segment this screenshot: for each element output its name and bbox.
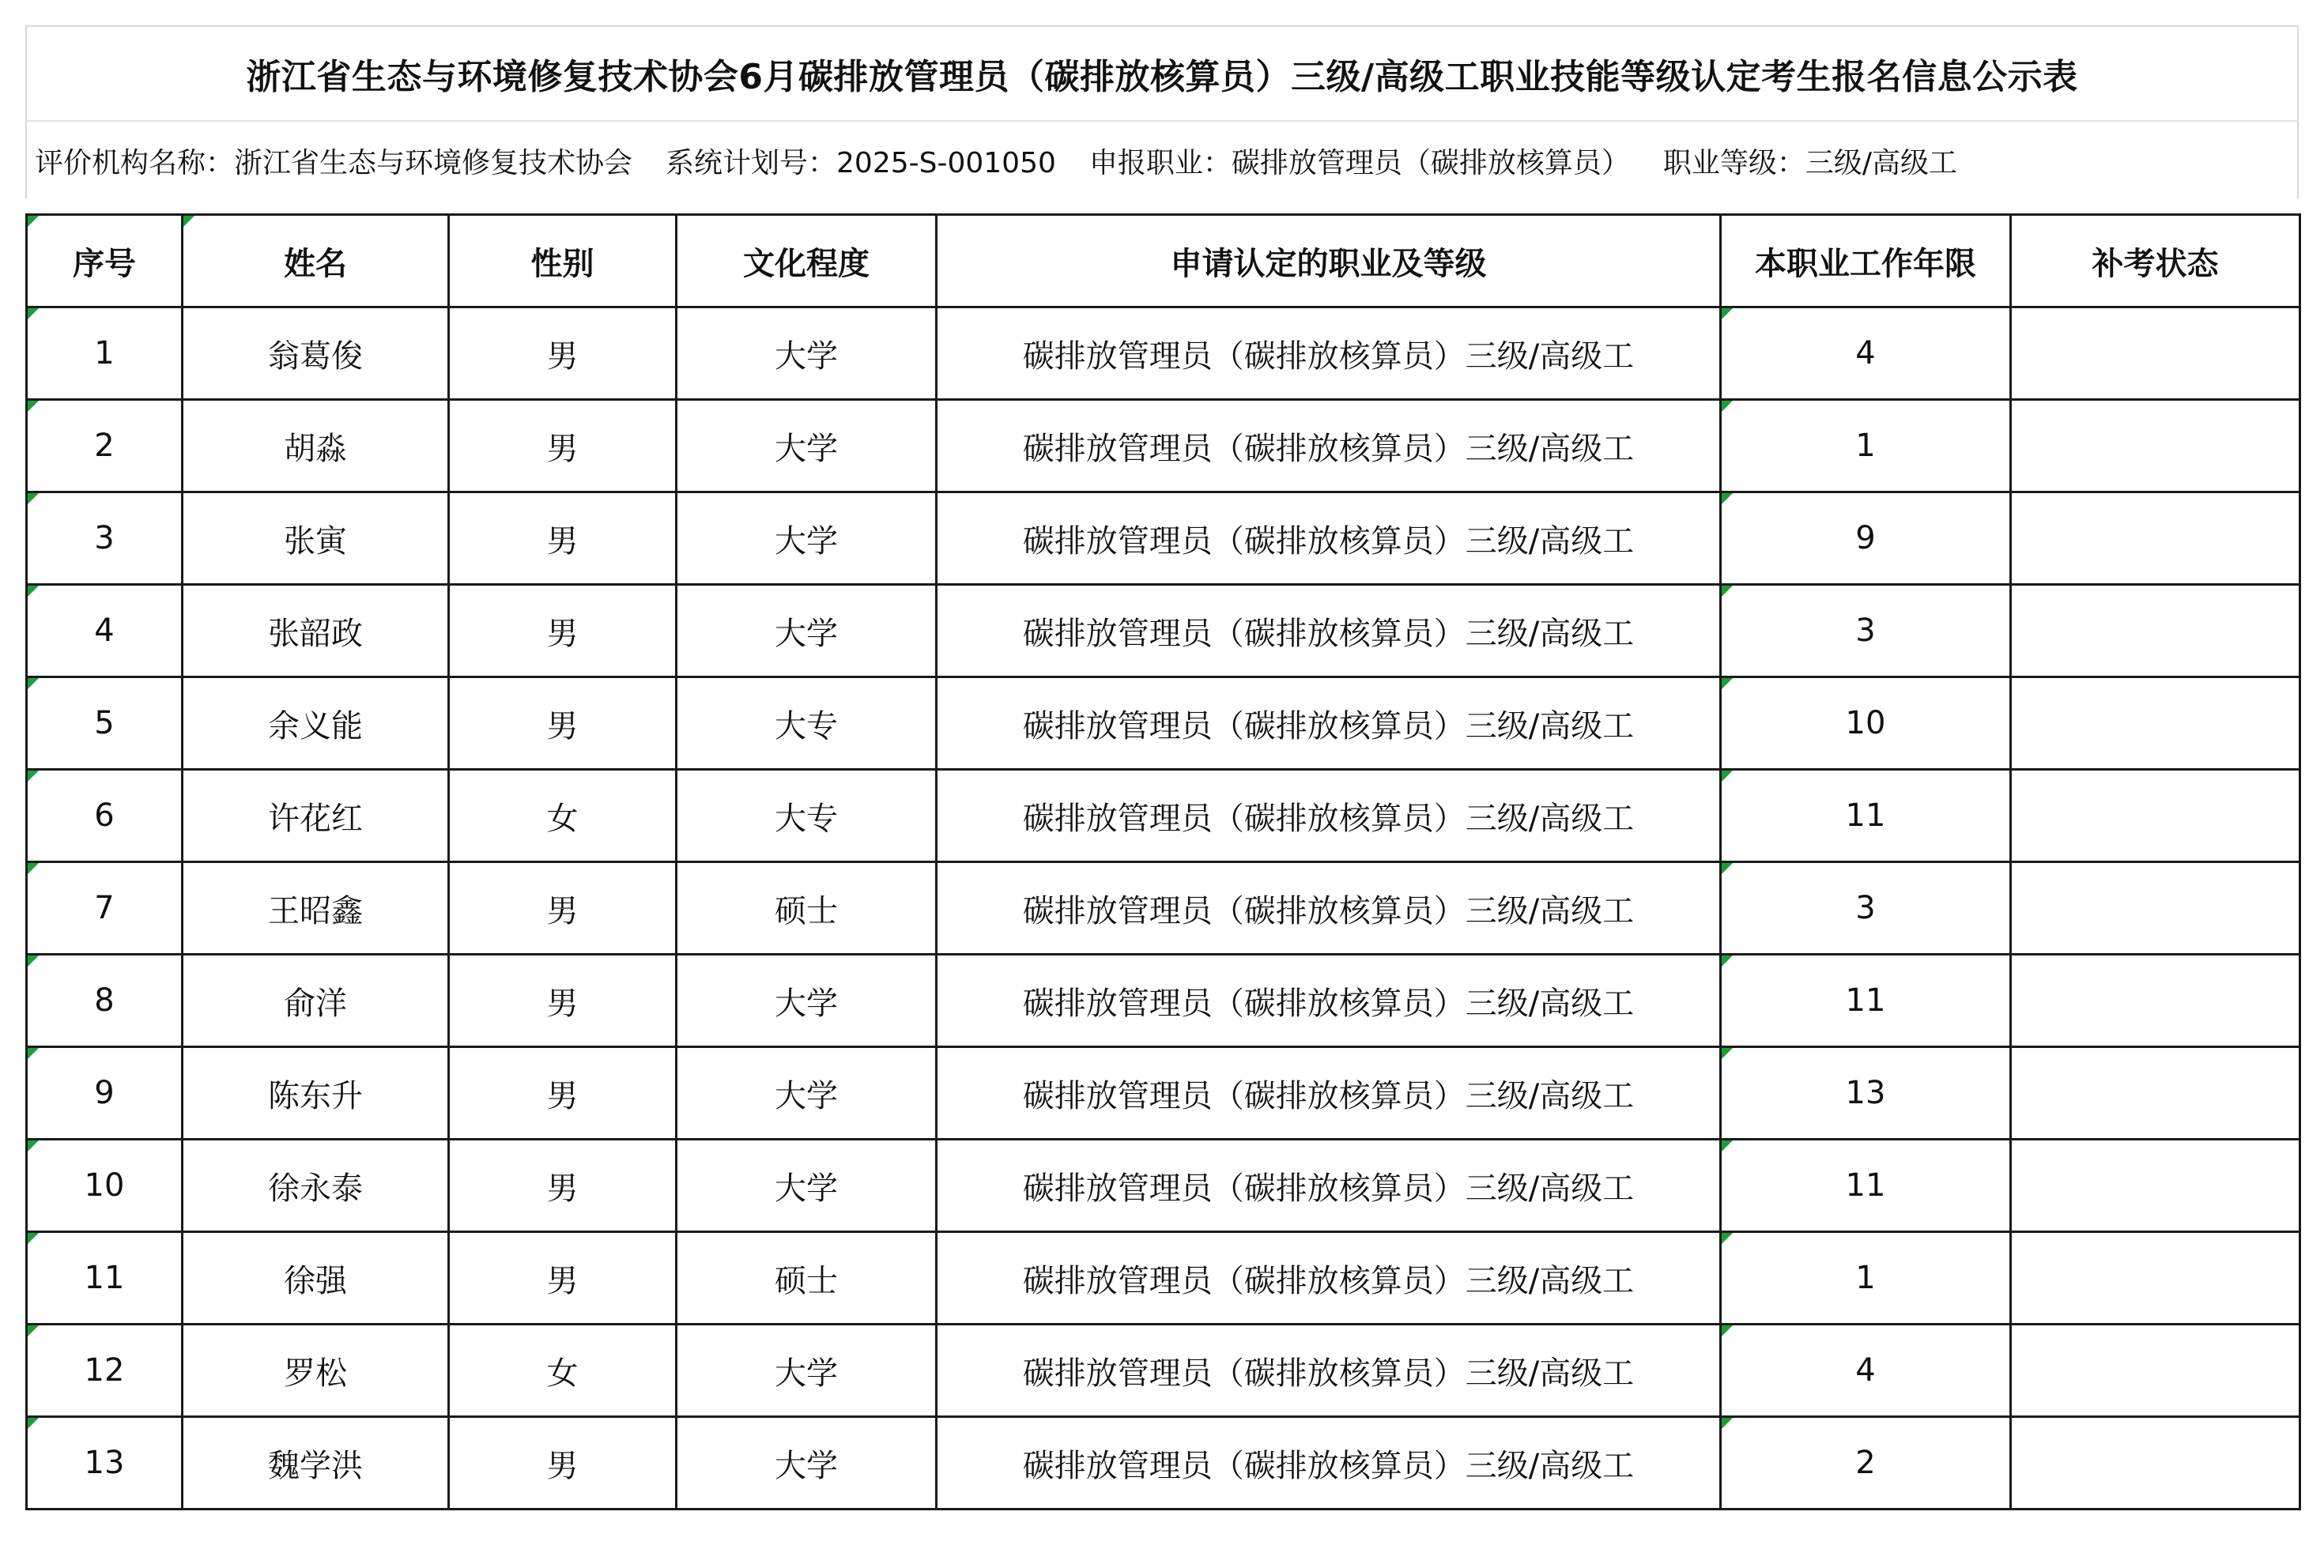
table-cell[interactable]: 大学 xyxy=(677,307,937,400)
table-cell[interactable]: 男 xyxy=(449,677,677,770)
table-cell[interactable]: 王昭鑫 xyxy=(183,862,449,955)
table-row xyxy=(27,677,2300,770)
table-cell[interactable]: 男 xyxy=(449,400,677,492)
table-cell[interactable] xyxy=(2011,1047,2300,1140)
table-cell[interactable]: 大学 xyxy=(677,1047,937,1140)
table-cell[interactable]: 张寅 xyxy=(183,492,449,585)
table-cell[interactable]: 翁葛俊 xyxy=(183,307,449,400)
table-cell[interactable]: 10 xyxy=(1721,677,2011,770)
table-cell[interactable]: 1 xyxy=(1721,400,2011,492)
plan-number: 系统计划号：2025-S-001050 xyxy=(666,146,1056,179)
info-bar xyxy=(25,120,2299,199)
table-cell[interactable]: 9 xyxy=(1721,492,2011,585)
table-cell[interactable]: 男 xyxy=(449,307,677,400)
table-cell[interactable]: 硕士 xyxy=(677,1232,937,1325)
table-cell[interactable]: 大学 xyxy=(677,1140,937,1232)
table-cell[interactable]: 男 xyxy=(449,1232,677,1325)
table-row xyxy=(27,1232,2300,1325)
table-cell[interactable]: 碳排放管理员（碳排放核算员）三级/高级工 xyxy=(937,1417,1721,1510)
header-cell[interactable]: 序号 xyxy=(27,215,183,307)
table-cell[interactable]: 女 xyxy=(449,1325,677,1417)
table-cell[interactable]: 陈东升 xyxy=(183,1047,449,1140)
table-row xyxy=(27,307,2300,400)
table-cell[interactable]: 11 xyxy=(27,1232,183,1325)
table-row xyxy=(27,1417,2300,1510)
table-cell[interactable] xyxy=(2011,1325,2300,1417)
table-cell[interactable]: 3 xyxy=(27,492,183,585)
table-cell[interactable]: 4 xyxy=(27,585,183,677)
table-cell[interactable]: 碳排放管理员（碳排放核算员）三级/高级工 xyxy=(937,770,1721,862)
table-cell[interactable]: 俞洋 xyxy=(183,955,449,1047)
table-cell[interactable]: 大学 xyxy=(677,585,937,677)
table-cell[interactable] xyxy=(2011,1232,2300,1325)
table-cell[interactable] xyxy=(2011,677,2300,770)
table-cell[interactable]: 硕士 xyxy=(677,862,937,955)
table-cell[interactable]: 13 xyxy=(1721,1047,2011,1140)
table-cell[interactable]: 大学 xyxy=(677,1417,937,1510)
table-cell[interactable]: 碳排放管理员（碳排放核算员）三级/高级工 xyxy=(937,400,1721,492)
table-cell[interactable]: 碳排放管理员（碳排放核算员）三级/高级工 xyxy=(937,1047,1721,1140)
table-cell[interactable]: 碳排放管理员（碳排放核算员）三级/高级工 xyxy=(937,307,1721,400)
table-cell[interactable]: 大学 xyxy=(677,1325,937,1417)
table-row xyxy=(27,862,2300,955)
table-header-row xyxy=(27,215,2300,307)
table-cell[interactable]: 3 xyxy=(1721,585,2011,677)
header-cell[interactable]: 补考状态 xyxy=(2011,215,2300,307)
table-cell[interactable]: 8 xyxy=(27,955,183,1047)
table-cell[interactable]: 5 xyxy=(27,677,183,770)
table-cell[interactable]: 11 xyxy=(1721,955,2011,1047)
table-cell[interactable]: 9 xyxy=(27,1047,183,1140)
table-cell[interactable]: 4 xyxy=(1721,307,2011,400)
header-cell[interactable]: 姓名 xyxy=(183,215,449,307)
table-cell[interactable]: 大学 xyxy=(677,400,937,492)
table-row xyxy=(27,1140,2300,1232)
table-cell[interactable] xyxy=(2011,1417,2300,1510)
header-cell[interactable]: 文化程度 xyxy=(677,215,937,307)
table-row xyxy=(27,400,2300,492)
table-cell[interactable] xyxy=(2011,770,2300,862)
header-cell[interactable]: 性别 xyxy=(449,215,677,307)
table-cell[interactable] xyxy=(2011,955,2300,1047)
table-cell[interactable]: 12 xyxy=(27,1325,183,1417)
table-cell[interactable] xyxy=(2011,307,2300,400)
table-row xyxy=(27,492,2300,585)
table-cell[interactable]: 男 xyxy=(449,492,677,585)
table-cell[interactable]: 罗松 xyxy=(183,1325,449,1417)
table-cell[interactable]: 男 xyxy=(449,955,677,1047)
table-cell[interactable]: 10 xyxy=(27,1140,183,1232)
table-cell[interactable]: 7 xyxy=(27,862,183,955)
table-cell[interactable]: 大专 xyxy=(677,677,937,770)
occupation-level: 职业等级：三级/高级工 xyxy=(1662,146,1958,179)
candidate-table xyxy=(25,213,2301,1510)
table-cell[interactable]: 碳排放管理员（碳排放核算员）三级/高级工 xyxy=(937,585,1721,677)
header-cell[interactable]: 申请认定的职业及等级 xyxy=(937,215,1721,307)
table-cell[interactable] xyxy=(2011,862,2300,955)
table-cell[interactable]: 13 xyxy=(27,1417,183,1510)
table-cell[interactable]: 碳排放管理员（碳排放核算员）三级/高级工 xyxy=(937,492,1721,585)
table-cell[interactable]: 魏学洪 xyxy=(183,1417,449,1510)
declared-occupation: 申报职业：碳排放管理员（碳排放核算员） xyxy=(1088,146,1630,179)
table-cell[interactable]: 碳排放管理员（碳排放核算员）三级/高级工 xyxy=(937,1232,1721,1325)
header-cell[interactable]: 本职业工作年限 xyxy=(1721,215,2011,307)
table-row xyxy=(27,1325,2300,1417)
table-cell[interactable]: 碳排放管理员（碳排放核算员）三级/高级工 xyxy=(937,1140,1721,1232)
table-cell[interactable]: 男 xyxy=(449,862,677,955)
table-cell[interactable]: 11 xyxy=(1721,770,2011,862)
table-cell[interactable]: 碳排放管理员（碳排放核算员）三级/高级工 xyxy=(937,862,1721,955)
table-cell[interactable]: 男 xyxy=(449,1047,677,1140)
table-cell[interactable]: 1 xyxy=(27,307,183,400)
table-row xyxy=(27,955,2300,1047)
table-cell[interactable]: 男 xyxy=(449,1417,677,1510)
table-cell[interactable]: 大学 xyxy=(677,955,937,1047)
table-cell[interactable]: 许花红 xyxy=(183,770,449,862)
table-cell[interactable]: 男 xyxy=(449,1140,677,1232)
page-title: 浙江省生态与环境修复技术协会6月碳排放管理员（碳排放核算员）三级/高级工职业技能等级认定考生报名信息公示表 xyxy=(25,25,2299,120)
table-cell[interactable]: 碳排放管理员（碳排放核算员）三级/高级工 xyxy=(937,1325,1721,1417)
table-cell[interactable]: 1 xyxy=(1721,1232,2011,1325)
table-cell[interactable]: 徐强 xyxy=(183,1232,449,1325)
table-cell[interactable] xyxy=(2011,492,2300,585)
table-cell[interactable]: 大学 xyxy=(677,492,937,585)
table-cell[interactable]: 碳排放管理员（碳排放核算员）三级/高级工 xyxy=(937,677,1721,770)
table-cell[interactable] xyxy=(2011,1140,2300,1232)
table-cell[interactable] xyxy=(2011,400,2300,492)
table-cell[interactable]: 女 xyxy=(449,770,677,862)
table-cell[interactable]: 3 xyxy=(1721,862,2011,955)
table-cell[interactable]: 2 xyxy=(1721,1417,2011,1510)
table-row xyxy=(27,770,2300,862)
table-cell[interactable]: 余义能 xyxy=(183,677,449,770)
table-cell[interactable]: 胡淼 xyxy=(183,400,449,492)
table-cell[interactable]: 6 xyxy=(27,770,183,862)
spreadsheet-sheet xyxy=(25,25,2299,1543)
table-cell[interactable]: 11 xyxy=(1721,1140,2011,1232)
table-cell[interactable]: 徐永泰 xyxy=(183,1140,449,1232)
table-cell[interactable]: 大专 xyxy=(677,770,937,862)
table-cell[interactable]: 男 xyxy=(449,585,677,677)
table-cell[interactable]: 张韶政 xyxy=(183,585,449,677)
table-cell[interactable]: 4 xyxy=(1721,1325,2011,1417)
table-cell[interactable]: 2 xyxy=(27,400,183,492)
table-cell[interactable] xyxy=(2011,585,2300,677)
table-cell[interactable]: 碳排放管理员（碳排放核算员）三级/高级工 xyxy=(937,955,1721,1047)
table-row xyxy=(27,1047,2300,1140)
org-name: 评价机构名称：浙江省生态与环境修复技术协会 xyxy=(35,146,633,179)
table-row xyxy=(27,585,2300,677)
